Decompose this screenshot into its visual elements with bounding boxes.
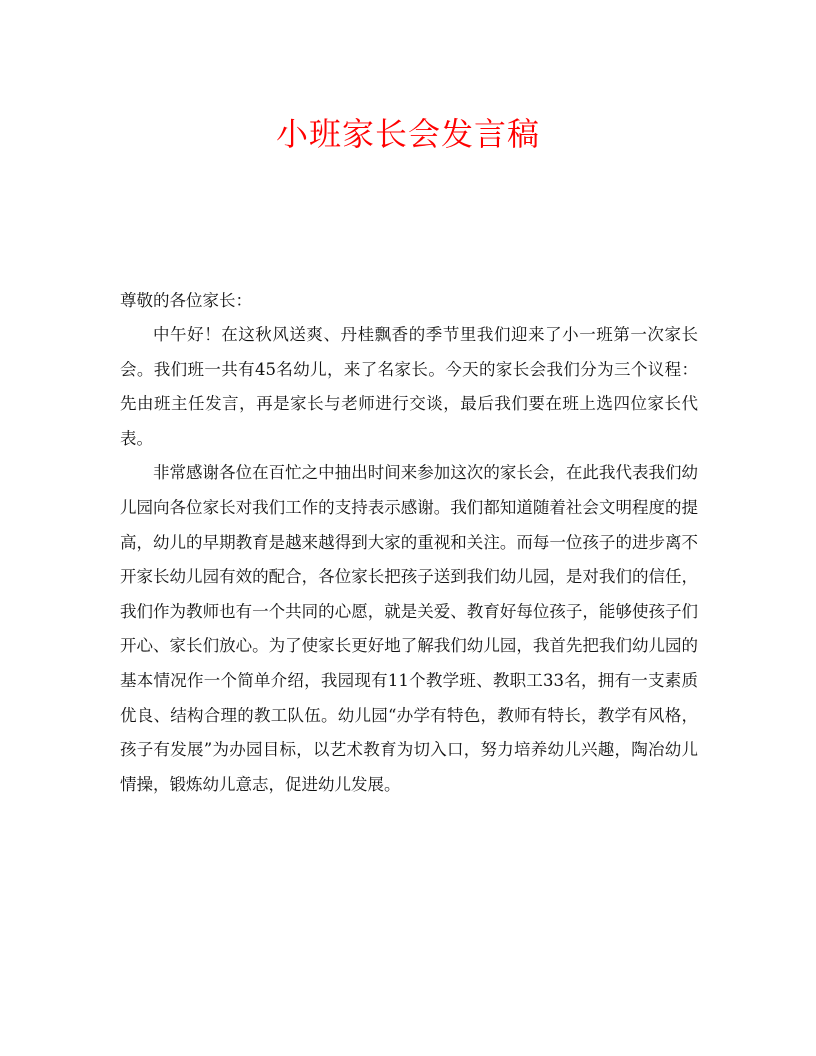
- document-title: 小班家长会发言稿: [275, 115, 540, 153]
- paragraph-1: 中午好！在这秋风送爽、丹桂飘香的季节里我们迎来了小一班第一次家长会。我们班一共有45名幼儿，来了名家长。今天的家长会我们分为三个议程：先由班主任发言，再是家长与老师进行交谈，最后我们要在班上选四位家长代表。: [120, 325, 698, 448]
- salutation: 尊敬的各位家长：: [120, 291, 252, 310]
- document-body: [120, 284, 698, 802]
- paragraph-2: 非常感谢各位在百忙之中抽出时间来参加这次的家长会，在此我代表我们幼儿园向各位家长对我们工作的支持表示感谢。我们都知道随着社会文明程度的提高，幼儿的早期教育是越来越得到大家的重视和关注。而每一位孩子的进步离不开家长幼儿园有效的配合，各位家长把孩子送到我们幼儿园，是对我们的信任，我们作为教师也有一个共同的心愿，就是关爱、教育好每位孩子，能够使孩子们开心、家长们放心。为了使家长更好地了解我们幼儿园，我首先把我们幼儿园的基本情况作一个简单介绍，我园现有11个教学班、教职工33名，拥有一支素质优良、结构合理的教工队伍。幼儿园“办学有特色，教师有特长，教学有风格，孩子有发展”为办园目标，以艺术教育为切入口，努力培养幼儿兴趣，陶冶幼儿情操，锻炼幼儿意志，促进幼儿发展。: [120, 463, 698, 794]
